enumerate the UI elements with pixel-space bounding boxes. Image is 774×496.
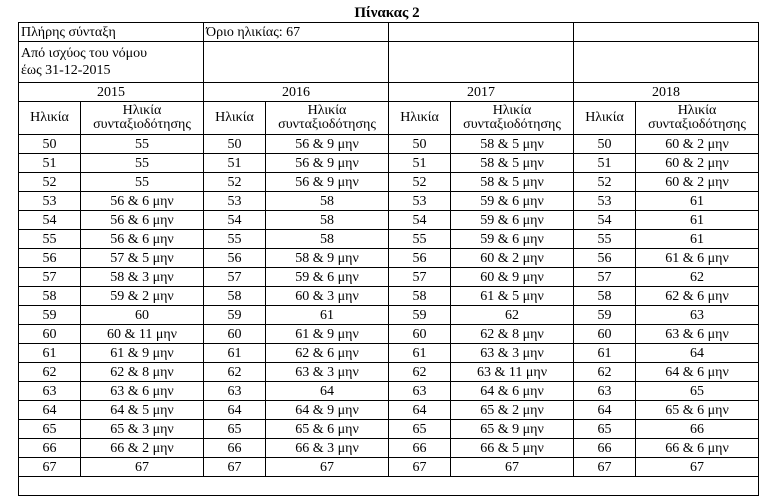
pension-age-cell: 59 & 2 μην [81, 287, 204, 306]
full-pension-cell: Πλήρης σύνταξη [19, 23, 204, 42]
age-cell: 64 [204, 401, 266, 420]
header-row-1 [19, 23, 759, 42]
table-row [19, 135, 759, 154]
pension-age-table [18, 22, 759, 496]
age-cell: 51 [204, 154, 266, 173]
pension-age-cell: 61 & 5 μην [451, 287, 574, 306]
age-cell: 53 [204, 192, 266, 211]
pension-age-cell: 56 & 6 μην [81, 230, 204, 249]
pension-age-cell: 64 & 6 μην [451, 382, 574, 401]
year-row [19, 83, 759, 102]
age-cell: 51 [389, 154, 451, 173]
table-row [19, 173, 759, 192]
pension-age-cell: 65 & 2 μην [451, 401, 574, 420]
pension-age-column-header [266, 102, 389, 135]
pension-age-cell: 62 & 8 μην [81, 363, 204, 382]
age-cell: 62 [389, 363, 451, 382]
age-cell: 58 [389, 287, 451, 306]
age-cell: 63 [389, 382, 451, 401]
age-column-header: Ηλικία [204, 102, 266, 135]
pension-age-cell: 58 [266, 230, 389, 249]
table-row [19, 249, 759, 268]
table-row [19, 382, 759, 401]
age-cell: 65 [389, 420, 451, 439]
age-cell: 64 [389, 401, 451, 420]
age-cell: 60 [19, 325, 81, 344]
age-cell: 61 [19, 344, 81, 363]
age-cell: 63 [204, 382, 266, 401]
pension-age-cell: 61 & 9 μην [81, 344, 204, 363]
pension-age-cell: 58 & 5 μην [451, 173, 574, 192]
age-cell: 61 [204, 344, 266, 363]
age-cell: 62 [204, 363, 266, 382]
age-cell: 50 [574, 135, 636, 154]
pension-age-cell: 58 [266, 192, 389, 211]
pension-age-cell: 64 & 9 μην [266, 401, 389, 420]
pension-age-cell: 60 & 11 μην [81, 325, 204, 344]
pension-age-cell: 59 & 6 μην [451, 211, 574, 230]
age-cell: 55 [574, 230, 636, 249]
empty-header-cell [574, 42, 759, 83]
pension-age-header-line-2: συνταξιοδότησης [648, 117, 746, 132]
age-cell: 58 [19, 287, 81, 306]
pension-age-column-header [451, 102, 574, 135]
pension-age-cell: 63 & 11 μην [451, 363, 574, 382]
age-cell: 64 [574, 401, 636, 420]
pension-age-cell: 58 & 5 μην [451, 154, 574, 173]
age-cell: 63 [574, 382, 636, 401]
age-cell: 55 [204, 230, 266, 249]
age-cell: 57 [574, 268, 636, 287]
age-cell: 67 [204, 458, 266, 477]
pension-age-cell: 60 & 2 μην [636, 173, 759, 192]
age-cell: 63 [19, 382, 81, 401]
pension-age-cell: 62 [636, 268, 759, 287]
age-cell: 65 [19, 420, 81, 439]
pension-age-cell: 67 [266, 458, 389, 477]
pension-age-cell: 62 & 6 μην [636, 287, 759, 306]
table-row [19, 230, 759, 249]
pension-age-cell: 56 & 9 μην [266, 154, 389, 173]
pension-age-cell: 61 [266, 306, 389, 325]
pension-age-cell: 57 & 5 μην [81, 249, 204, 268]
year-header: 2016 [204, 83, 389, 102]
pension-age-cell: 55 [81, 173, 204, 192]
age-cell: 64 [19, 401, 81, 420]
pension-age-cell: 62 [451, 306, 574, 325]
age-cell: 50 [389, 135, 451, 154]
effective-period-cell [19, 42, 204, 83]
age-cell: 51 [19, 154, 81, 173]
pension-age-cell: 60 & 2 μην [636, 135, 759, 154]
age-cell: 59 [574, 306, 636, 325]
age-cell: 56 [204, 249, 266, 268]
age-cell: 65 [204, 420, 266, 439]
pension-age-cell: 65 & 3 μην [81, 420, 204, 439]
pension-age-cell: 66 & 6 μην [636, 439, 759, 458]
pension-age-cell: 63 & 6 μην [81, 382, 204, 401]
until-date-text: έως 31-12-2015 [21, 63, 111, 78]
pension-age-header-line-2: συνταξιοδότησης [93, 117, 191, 132]
age-cell: 53 [574, 192, 636, 211]
pension-age-cell: 66 [636, 420, 759, 439]
pension-age-cell: 56 & 9 μην [266, 173, 389, 192]
age-cell: 57 [204, 268, 266, 287]
age-cell: 52 [19, 173, 81, 192]
pension-age-header-line-2: συνταξιοδότησης [463, 117, 561, 132]
pension-age-cell: 64 & 5 μην [81, 401, 204, 420]
age-column-header: Ηλικία [574, 102, 636, 135]
pension-age-cell: 59 & 6 μην [451, 230, 574, 249]
age-cell: 55 [389, 230, 451, 249]
pension-age-cell: 66 & 2 μην [81, 439, 204, 458]
pension-age-cell: 65 & 6 μην [266, 420, 389, 439]
pension-age-cell: 60 & 9 μην [451, 268, 574, 287]
table-row [19, 211, 759, 230]
table-row [19, 401, 759, 420]
age-cell: 58 [204, 287, 266, 306]
pension-age-header-line-2: συνταξιοδότησης [278, 117, 376, 132]
pension-age-cell: 61 [636, 211, 759, 230]
pension-age-cell: 61 & 6 μην [636, 249, 759, 268]
age-cell: 54 [574, 211, 636, 230]
age-cell: 67 [389, 458, 451, 477]
age-cell: 57 [389, 268, 451, 287]
empty-header-cell [204, 42, 389, 83]
table-title: Πίνακας 2 [354, 5, 420, 21]
age-column-header: Ηλικία [389, 102, 451, 135]
pension-age-cell: 63 & 3 μην [451, 344, 574, 363]
blank-row [19, 477, 759, 496]
age-cell: 58 [574, 287, 636, 306]
age-cell: 60 [389, 325, 451, 344]
empty-header-cell [574, 23, 759, 42]
pension-age-cell: 55 [81, 154, 204, 173]
table-row [19, 154, 759, 173]
pension-age-cell: 63 & 3 μην [266, 363, 389, 382]
age-cell: 59 [389, 306, 451, 325]
age-cell: 50 [204, 135, 266, 154]
age-cell: 51 [574, 154, 636, 173]
age-cell: 52 [574, 173, 636, 192]
table-row [19, 306, 759, 325]
pension-age-cell: 63 [636, 306, 759, 325]
pension-age-cell: 65 & 6 μην [636, 401, 759, 420]
age-cell: 61 [389, 344, 451, 363]
pension-age-cell: 60 [81, 306, 204, 325]
pension-age-header-line-1: Ηλικία [122, 103, 162, 118]
age-cell: 52 [204, 173, 266, 192]
pension-age-cell: 58 & 3 μην [81, 268, 204, 287]
column-header-row [19, 102, 759, 135]
age-cell: 62 [574, 363, 636, 382]
table-row [19, 325, 759, 344]
table-row [19, 420, 759, 439]
table-row [19, 458, 759, 477]
table-row [19, 344, 759, 363]
pension-age-cell: 65 [636, 382, 759, 401]
pension-age-cell: 67 [81, 458, 204, 477]
age-cell: 62 [19, 363, 81, 382]
pension-age-cell: 66 & 5 μην [451, 439, 574, 458]
empty-header-cell [389, 42, 574, 83]
empty-header-cell [389, 23, 574, 42]
age-cell: 60 [204, 325, 266, 344]
year-header: 2018 [574, 83, 759, 102]
age-cell: 57 [19, 268, 81, 287]
age-cell: 65 [574, 420, 636, 439]
age-cell: 53 [19, 192, 81, 211]
pension-age-column-header [81, 102, 204, 135]
pension-age-cell: 58 [266, 211, 389, 230]
pension-age-cell: 67 [636, 458, 759, 477]
pension-age-cell: 64 & 6 μην [636, 363, 759, 382]
age-cell: 54 [389, 211, 451, 230]
age-cell: 50 [19, 135, 81, 154]
age-cell: 52 [389, 173, 451, 192]
age-limit-cell: Όριο ηλικίας: 67 [204, 23, 389, 42]
age-cell: 53 [389, 192, 451, 211]
table-row [19, 287, 759, 306]
pension-age-header-line-1: Ηλικία [677, 103, 717, 118]
pension-age-cell: 64 [636, 344, 759, 363]
year-header: 2015 [19, 83, 204, 102]
pension-age-cell: 61 [636, 192, 759, 211]
year-header: 2017 [389, 83, 574, 102]
pension-age-cell: 60 & 2 μην [636, 154, 759, 173]
pension-age-header-line-1: Ηλικία [307, 103, 347, 118]
age-cell: 67 [19, 458, 81, 477]
age-cell: 56 [19, 249, 81, 268]
pension-age-cell: 61 & 9 μην [266, 325, 389, 344]
pension-age-column-header [636, 102, 759, 135]
age-cell: 59 [204, 306, 266, 325]
table-row [19, 268, 759, 287]
pension-age-cell: 62 & 6 μην [266, 344, 389, 363]
pension-age-cell: 58 & 9 μην [266, 249, 389, 268]
pension-age-cell: 59 & 6 μην [451, 192, 574, 211]
pension-age-header-line-1: Ηλικία [492, 103, 532, 118]
header-row-2 [19, 42, 759, 83]
pension-age-cell: 61 [636, 230, 759, 249]
from-law-text: Από ισχύος του νόμου [21, 46, 148, 61]
age-cell: 56 [574, 249, 636, 268]
pension-age-cell: 67 [451, 458, 574, 477]
pension-age-cell: 58 & 5 μην [451, 135, 574, 154]
age-column-header: Ηλικία [19, 102, 81, 135]
pension-age-cell: 66 & 3 μην [266, 439, 389, 458]
age-cell: 67 [574, 458, 636, 477]
age-cell: 56 [389, 249, 451, 268]
age-cell: 60 [574, 325, 636, 344]
age-cell: 61 [574, 344, 636, 363]
pension-age-cell: 63 & 6 μην [636, 325, 759, 344]
age-cell: 54 [19, 211, 81, 230]
age-cell: 66 [19, 439, 81, 458]
age-cell: 66 [574, 439, 636, 458]
pension-age-cell: 55 [81, 135, 204, 154]
pension-age-cell: 64 [266, 382, 389, 401]
pension-age-cell: 62 & 8 μην [451, 325, 574, 344]
age-cell: 66 [204, 439, 266, 458]
pension-age-cell: 56 & 6 μην [81, 192, 204, 211]
pension-age-cell: 60 & 2 μην [451, 249, 574, 268]
table-row [19, 439, 759, 458]
table-row [19, 363, 759, 382]
table-row [19, 192, 759, 211]
pension-age-cell: 65 & 9 μην [451, 420, 574, 439]
age-cell: 59 [19, 306, 81, 325]
pension-age-cell: 59 & 6 μην [266, 268, 389, 287]
age-cell: 54 [204, 211, 266, 230]
blank-cell [19, 477, 759, 496]
pension-age-cell: 56 & 6 μην [81, 211, 204, 230]
pension-age-cell: 60 & 3 μην [266, 287, 389, 306]
age-cell: 66 [389, 439, 451, 458]
age-cell: 55 [19, 230, 81, 249]
pension-age-cell: 56 & 9 μην [266, 135, 389, 154]
